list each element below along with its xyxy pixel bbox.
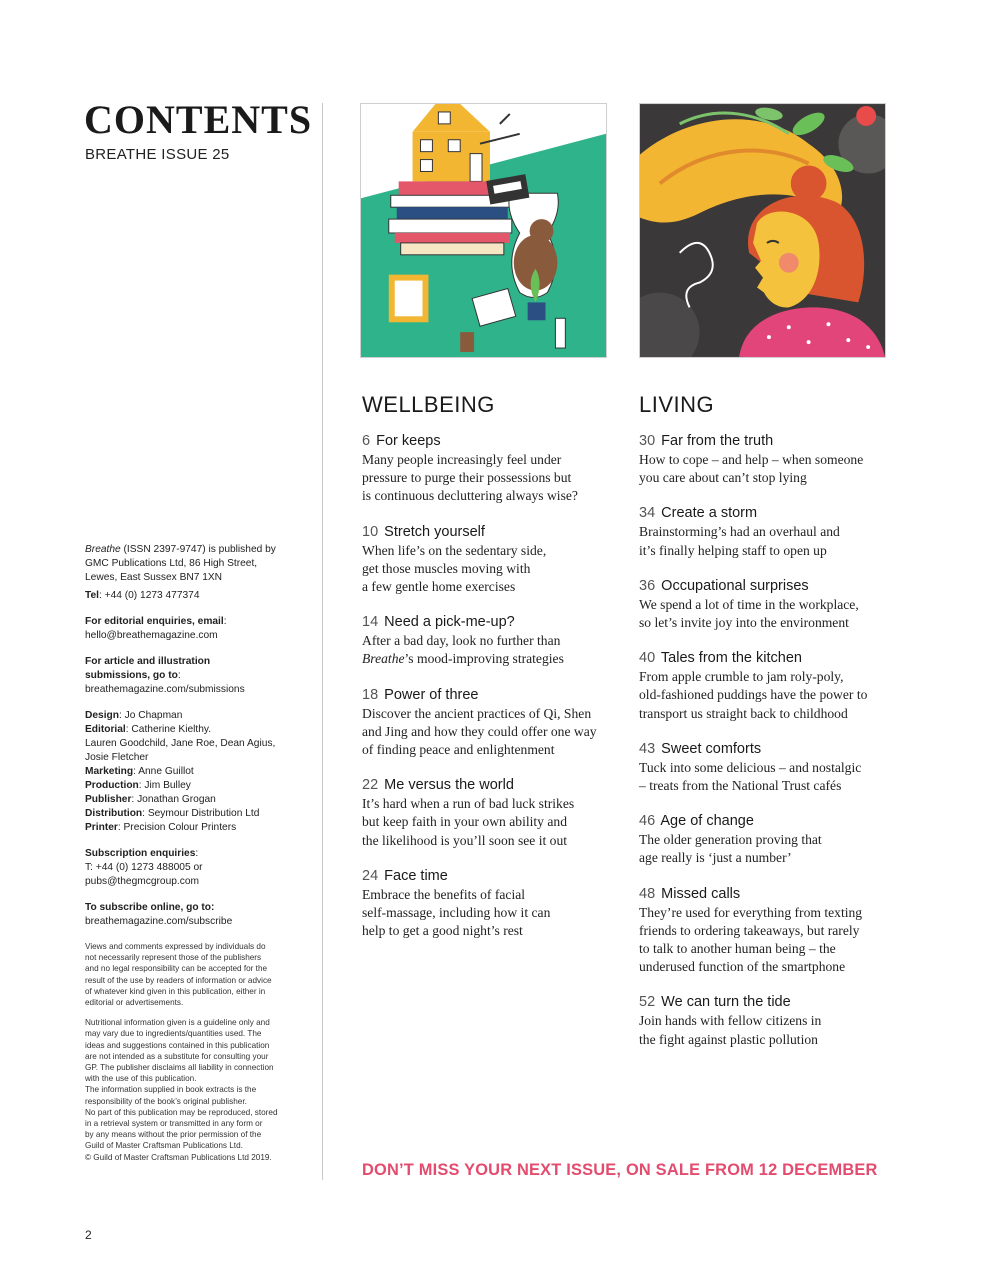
entry-page-number: 22 bbox=[362, 777, 379, 794]
entry-page-number: 46 bbox=[639, 813, 656, 830]
entry-description: They’re used for everything from texting friends to ordering takeaways, but rarely to talk to another human being – the underused function of the smartphone bbox=[639, 904, 863, 975]
contents-entry[interactable] bbox=[639, 649, 904, 723]
entry-title: Far from the truth bbox=[661, 433, 774, 449]
entry-page-number: 18 bbox=[362, 686, 379, 703]
woman-profile-icon bbox=[640, 104, 885, 357]
entry-description: After a bad day, look no further than Breathe’s mood-improving strategies bbox=[362, 633, 564, 667]
subscribe-url[interactable]: breathemagazine.com/subscribe bbox=[85, 916, 233, 927]
woman-profile-illustration bbox=[639, 103, 886, 358]
contents-entry[interactable] bbox=[639, 740, 904, 795]
entry-description: It’s hard when a run of bad luck strikes but keep faith in your own ability and the likelihood is you’ll soon see it out bbox=[362, 796, 575, 848]
entry-page-number: 48 bbox=[639, 885, 656, 902]
house-and-books-icon bbox=[361, 104, 606, 357]
entry-description: Embrace the benefits of facial self-massage, including how it can help to get a good night’s rest bbox=[362, 886, 551, 939]
entry-page-number: 24 bbox=[362, 867, 379, 884]
entry-page-number: 14 bbox=[362, 614, 379, 631]
entry-page-number: 36 bbox=[639, 577, 656, 594]
entry-page-number: 10 bbox=[362, 523, 379, 540]
legal-disclaimer bbox=[85, 941, 300, 1163]
page-number: 2 bbox=[85, 1228, 92, 1242]
editorial-email[interactable]: hello@breathemagazine.com bbox=[85, 630, 218, 641]
contents-entry[interactable] bbox=[362, 776, 627, 850]
contents-entry[interactable] bbox=[639, 504, 904, 559]
contents-entry[interactable] bbox=[362, 686, 627, 760]
contents-entry[interactable] bbox=[362, 867, 627, 941]
column-divider bbox=[322, 103, 323, 1180]
entry-page-number: 40 bbox=[639, 650, 656, 667]
entry-description: We spend a lot of time in the workplace, so let’s invite joy into the environment bbox=[639, 596, 859, 631]
editorial-enquiries: For editorial enquiries, email: hello@breathemagazine.com bbox=[85, 615, 300, 643]
entry-page-number: 34 bbox=[639, 505, 656, 522]
living-section bbox=[639, 392, 904, 1066]
entry-page-number: 43 bbox=[639, 740, 656, 757]
legal-paragraph-1: Views and comments expressed by individuals do not necessarily represent those of the publishers and no legal responsibility can be accepted for the result of the use by readers of information or advice of whatever kind given in this publication, either in editorial or advertisements. bbox=[85, 942, 272, 1008]
entry-description: When life’s on the sedentary side, get those muscles moving with a few gentle home exercises bbox=[362, 542, 547, 595]
entry-description: The older generation proving that age really is ‘just a number’ bbox=[639, 832, 822, 866]
entry-description: Join hands with fellow citizens in the fight against plastic pollution bbox=[639, 1013, 822, 1047]
entry-description: How to cope – and help – when someone you care about can’t stop lying bbox=[639, 452, 864, 486]
section-title-wellbeing: WELLBEING bbox=[362, 392, 495, 417]
publisher-info: Breathe (ISSN 2397-9747) is published by GMC Publications Ltd, 86 High Street, Lewes, East Sussex BN7 1XN Tel: +44 (0) 1273 477374 bbox=[85, 544, 276, 601]
next-issue-banner: DON’T MISS YOUR NEXT ISSUE, ON SALE FROM 12 DECEMBER bbox=[362, 1161, 878, 1179]
brand-name: Breathe bbox=[85, 544, 121, 555]
wellbeing-section bbox=[362, 392, 627, 957]
entry-description: Brainstorming’s had an overhaul and it’s finally helping staff to open up bbox=[639, 524, 840, 558]
entry-title: Age of change bbox=[660, 813, 754, 830]
entry-page-number: 30 bbox=[639, 433, 656, 449]
imprint bbox=[85, 543, 300, 1172]
entry-title: Need a pick-me-up? bbox=[384, 614, 515, 631]
entry-title: Me versus the world bbox=[384, 777, 514, 794]
staff-credits: Design: Jo Chapman Editorial: Catherine Kielthy. Lauren Goodchild, Jane Roe, Dean Agius, Josie Fletcher Marketing: Anne Guillot Production: Jim Bulley Publisher: Jonathan Grogan Distribution: Seymour Distribution Ltd Printer: Precision Colour Printers bbox=[85, 710, 276, 833]
contents-entry[interactable] bbox=[639, 432, 904, 487]
subscription-enquiries: Subscription enquiries: T: +44 (0) 1273 488005 or pubs@thegmcgroup.com bbox=[85, 847, 300, 889]
entry-title: Face time bbox=[384, 867, 448, 884]
contents-entry[interactable] bbox=[362, 432, 627, 506]
contents-entry[interactable] bbox=[639, 577, 904, 632]
entry-description: Discover the ancient practices of Qi, Shen and Jing and how they could offer one way of finding peace and enlightenment bbox=[362, 705, 597, 758]
section-title-living: LIVING bbox=[639, 392, 715, 417]
house-and-books-illustration bbox=[360, 103, 607, 358]
entry-title: Power of three bbox=[384, 686, 479, 703]
entry-description: From apple crumble to jam roly-poly, old-fashioned puddings have the power to transport us straight back to childhood bbox=[639, 669, 868, 721]
entry-page-number: 6 bbox=[362, 433, 371, 449]
contents-entry[interactable] bbox=[362, 523, 627, 597]
entry-title: Create a storm bbox=[661, 505, 758, 522]
contents-entry[interactable] bbox=[639, 812, 904, 867]
entry-title: Sweet comforts bbox=[661, 740, 762, 757]
subscribe-online: To subscribe online, go to: breathemagazine.com/subscribe bbox=[85, 901, 300, 929]
contents-entry[interactable] bbox=[639, 885, 904, 977]
entry-title: Occupational surprises bbox=[661, 577, 809, 594]
entry-title: Stretch yourself bbox=[384, 523, 485, 540]
entry-title: For keeps bbox=[376, 433, 441, 449]
issue-label: BREATHE ISSUE 25 bbox=[85, 146, 230, 163]
entry-title: Missed calls bbox=[661, 885, 741, 902]
contents-entry[interactable] bbox=[639, 993, 904, 1048]
entry-description: Tuck into some delicious – and nostalgic – treats from the National Trust cafés bbox=[639, 759, 862, 794]
entry-page-number: 52 bbox=[639, 994, 656, 1011]
legal-paragraph-2: Nutritional information given is a guideline only and may vary due to ingredients/quantities used. The ideas and suggestions contained in this publication are not intended as a substitute for consulting your GP. The publisher disclaims all liability in connection with the use of this publication. The information supplied in book extracts is the responsibility of the book’s original publisher. No part of this publication may be reproduced, stored in a retrieval system or transmitted in any form or by any means without the prior permission of the Guild of Master Craftsman Publications Ltd. © Guild of Master Craftsman Publications Ltd 2019. bbox=[85, 1018, 278, 1162]
page-title: CONTENTS bbox=[84, 97, 313, 142]
submissions-url[interactable]: breathemagazine.com/submissions bbox=[85, 684, 245, 695]
entry-title: We can turn the tide bbox=[661, 994, 791, 1011]
subscription-email[interactable]: pubs@thegmcgroup.com bbox=[85, 876, 199, 887]
entry-description: Many people increasingly feel under pressure to purge their possessions but is continuous decluttering always wise? bbox=[362, 452, 578, 504]
contents-entry[interactable] bbox=[362, 613, 627, 668]
article-submissions: For article and illustration submissions, go to: breathemagazine.com/submissions bbox=[85, 655, 300, 697]
entry-title: Tales from the kitchen bbox=[660, 650, 802, 667]
